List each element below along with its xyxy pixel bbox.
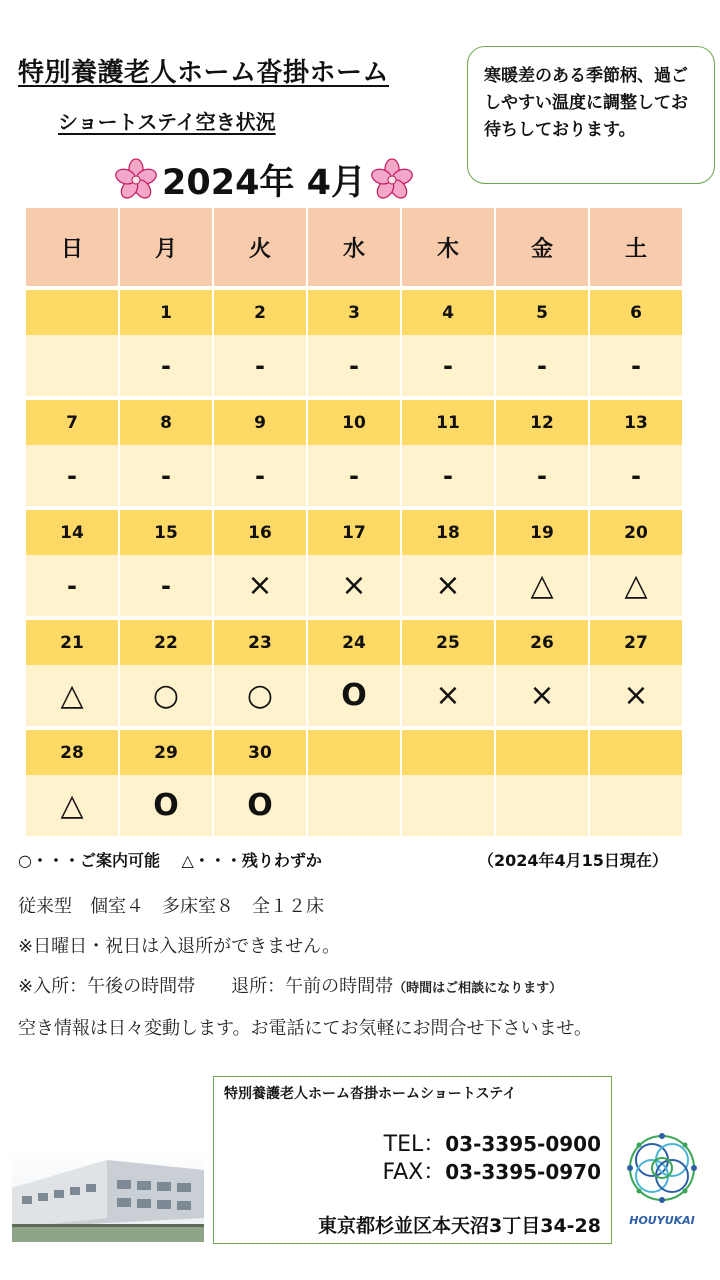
date-cell: 29 xyxy=(120,730,212,775)
date-cell xyxy=(402,730,494,775)
status-cell: × xyxy=(402,555,494,616)
status-cell: - xyxy=(214,445,306,506)
date-cell: 1 xyxy=(120,290,212,335)
weekday-header: 火 xyxy=(214,208,306,286)
status-cell: △ xyxy=(496,555,588,616)
time-note-text: ※入所：午後の時間帯 退所：午前の時間帯 xyxy=(18,976,394,997)
date-cell: 14 xyxy=(26,510,118,555)
date-cell: 27 xyxy=(590,620,682,665)
date-row xyxy=(26,510,682,555)
status-cell: △ xyxy=(590,555,682,616)
date-cell: 25 xyxy=(402,620,494,665)
date-cell: 28 xyxy=(26,730,118,775)
status-cell: △ xyxy=(26,775,118,836)
building-photo xyxy=(12,1148,204,1242)
date-cell: 6 xyxy=(590,290,682,335)
date-cell: 5 xyxy=(496,290,588,335)
date-cell: 10 xyxy=(308,400,400,445)
weekday-header: 日 xyxy=(26,208,118,286)
status-cell: × xyxy=(214,555,306,616)
logo-mark-icon xyxy=(622,1130,702,1214)
weekday-header: 金 xyxy=(496,208,588,286)
status-cell: - xyxy=(120,445,212,506)
status-cell xyxy=(590,775,682,836)
status-cell: × xyxy=(402,665,494,726)
date-cell: 19 xyxy=(496,510,588,555)
room-info: 従来型 個室４ 多床室８ 全１２床 xyxy=(18,896,324,917)
status-cell: × xyxy=(496,665,588,726)
date-cell: 15 xyxy=(120,510,212,555)
page-title: 特別養護老人ホーム沓掛ホーム xyxy=(18,58,390,88)
date-cell xyxy=(496,730,588,775)
fax-number: 03-3395-0970 xyxy=(445,1160,601,1184)
weekday-header: 水 xyxy=(308,208,400,286)
month-heading xyxy=(0,152,528,208)
status-cell: ○ xyxy=(214,665,306,726)
status-cell: - xyxy=(590,445,682,506)
houyukai-logo xyxy=(622,1130,702,1230)
date-cell: 11 xyxy=(402,400,494,445)
availability-note: 空き情報は日々変動します。お電話にてお気軽にお問合せ下さいませ。 xyxy=(18,1018,593,1039)
weekday-header: 月 xyxy=(120,208,212,286)
status-cell: - xyxy=(214,335,306,396)
notice-box: 寒暖差のある季節柄、過ごしやすい温度に調整してお待ちしております。 xyxy=(467,46,715,184)
date-cell: 16 xyxy=(214,510,306,555)
sakura-icon xyxy=(114,158,158,202)
status-cell xyxy=(402,775,494,836)
date-cell: 26 xyxy=(496,620,588,665)
tel-label: TEL： xyxy=(383,1132,446,1157)
status-cell: - xyxy=(120,555,212,616)
status-cell: - xyxy=(308,445,400,506)
status-cell: × xyxy=(590,665,682,726)
date-row xyxy=(26,400,682,445)
time-note xyxy=(18,972,562,998)
date-cell: 2 xyxy=(214,290,306,335)
logo-text: HOUYUKAI xyxy=(629,1214,695,1227)
page-subtitle: ショートステイ空き状況 xyxy=(58,110,276,134)
status-cell: - xyxy=(26,555,118,616)
status-cell: ○ xyxy=(120,665,212,726)
address: 東京都杉並区本天沼3丁目34-28 xyxy=(318,1215,601,1237)
status-cell: - xyxy=(402,445,494,506)
date-cell xyxy=(308,730,400,775)
legend: ○・・・ご案内可能 △・・・残りわずか xyxy=(18,851,322,870)
status-row xyxy=(26,335,682,396)
fax-label: FAX： xyxy=(382,1160,446,1185)
date-cell: 24 xyxy=(308,620,400,665)
status-cell: O xyxy=(214,775,306,836)
date-cell xyxy=(26,290,118,335)
calendar-table xyxy=(24,208,684,836)
date-cell: 7 xyxy=(26,400,118,445)
date-cell: 30 xyxy=(214,730,306,775)
fax-row xyxy=(382,1155,601,1186)
date-row xyxy=(26,620,682,665)
date-row xyxy=(26,290,682,335)
status-cell: × xyxy=(308,555,400,616)
date-cell: 3 xyxy=(308,290,400,335)
tel-number[interactable]: 03-3395-0900 xyxy=(445,1132,601,1156)
status-cell: - xyxy=(590,335,682,396)
date-cell: 23 xyxy=(214,620,306,665)
status-cell: - xyxy=(496,445,588,506)
date-row xyxy=(26,730,682,775)
weekday-header: 木 xyxy=(402,208,494,286)
status-cell xyxy=(26,335,118,396)
status-cell: O xyxy=(120,775,212,836)
as-of-date: （2024年4月15日現在） xyxy=(478,851,668,870)
date-cell: 18 xyxy=(402,510,494,555)
status-cell: △ xyxy=(26,665,118,726)
status-cell: O xyxy=(308,665,400,726)
weekday-header: 土 xyxy=(590,208,682,286)
date-cell xyxy=(590,730,682,775)
tel-row xyxy=(384,1127,601,1158)
status-row xyxy=(26,775,682,836)
date-cell: 21 xyxy=(26,620,118,665)
status-cell xyxy=(496,775,588,836)
date-cell: 17 xyxy=(308,510,400,555)
time-note-small: （時間はご相談になります） xyxy=(393,981,563,996)
date-cell: 12 xyxy=(496,400,588,445)
holiday-note: ※日曜日・祝日は入退所ができません。 xyxy=(18,936,341,957)
status-cell xyxy=(308,775,400,836)
facility-name: 特別養護老人ホーム沓掛ホームショートステイ xyxy=(224,1086,517,1102)
date-cell: 8 xyxy=(120,400,212,445)
status-cell: - xyxy=(120,335,212,396)
status-row xyxy=(26,445,682,506)
date-cell: 4 xyxy=(402,290,494,335)
contact-box xyxy=(213,1076,612,1244)
date-cell: 20 xyxy=(590,510,682,555)
status-cell: - xyxy=(26,445,118,506)
status-row xyxy=(26,555,682,616)
date-cell: 13 xyxy=(590,400,682,445)
date-cell: 22 xyxy=(120,620,212,665)
date-cell: 9 xyxy=(214,400,306,445)
sakura-icon xyxy=(370,158,414,202)
availability-calendar xyxy=(26,208,686,836)
status-cell: - xyxy=(496,335,588,396)
month-label: 2024年 4月 xyxy=(162,163,366,203)
status-cell: - xyxy=(308,335,400,396)
status-row xyxy=(26,665,682,726)
status-cell: - xyxy=(402,335,494,396)
weekday-header-row xyxy=(26,208,682,286)
